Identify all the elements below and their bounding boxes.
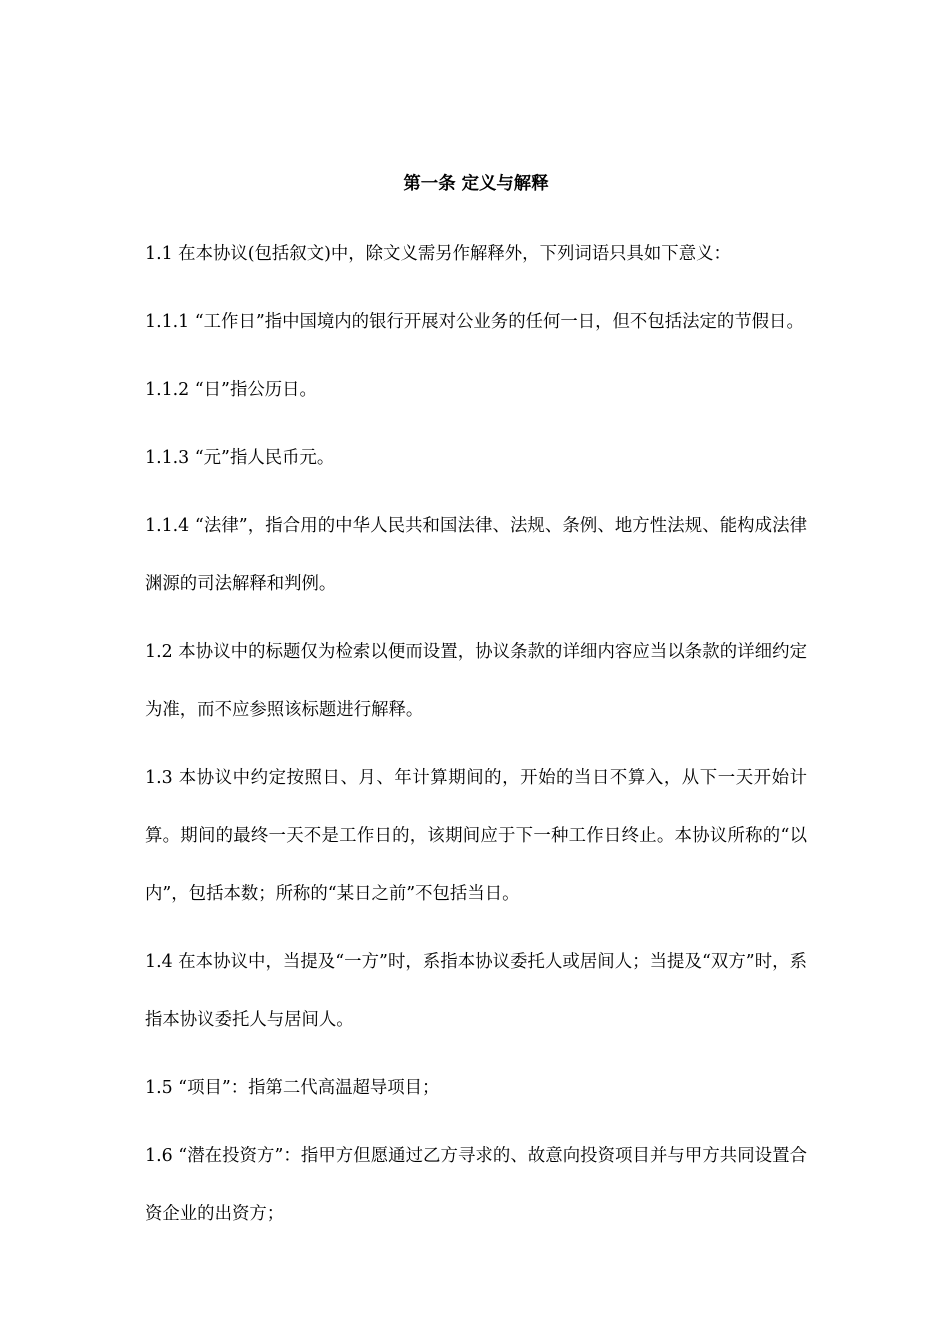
paragraph-1-1-1: 1.1.1 “工作日”指中国境内的银行开展对公业务的任何一日，但不包括法定的节假日。 <box>145 312 804 332</box>
paragraph-1-6: 1.6 “潜在投资方”：指甲方但愿通过乙方寻求的、故意向投资项目并与甲方共同设置合资企业的出资方； <box>145 1146 807 1224</box>
paragraph-1-4: 1.4 在本协议中，当提及“一方”时，系指本协议委托人或居间人；当提及“双方”时，系指本协议委托人与居间人。 <box>145 952 807 1030</box>
paragraph-1-2: 1.2 本协议中的标题仅为检索以便而设置，协议条款的详细内容应当以条款的详细约定为准，而不应参照该标题进行解释。 <box>145 642 807 720</box>
paragraph-1-3: 1.3 本协议中约定按照日、月、年计算期间的，开始的当日不算入，从下一天开始计算。期间的最终一天不是工作日的，该期间应于下一种工作日终止。本协议所称的“以内”，包括本数；所称的“某日之前”不包括当日。 <box>145 768 807 904</box>
paragraph-1-1: 1.1 在本协议(包括叙文)中，除文义需另作解释外，下列词语只具如下意义： <box>145 244 731 264</box>
paragraph-1-1-2: 1.1.2 “日”指公历日。 <box>145 380 317 400</box>
document-body <box>145 168 807 1265</box>
paragraph-1-5: 1.5 “项目”：指第二代高温超导项目； <box>145 1078 440 1098</box>
paragraph-1-1-4: 1.1.4 “法律”，指合用的中华人民共和国法律、法规、条例、地方性法规、能构成法律渊源的司法解释和判例。 <box>145 516 807 594</box>
section-title: 第一条 定义与解释 <box>403 174 549 194</box>
paragraph-1-1-3: 1.1.3 “元”指人民币元。 <box>145 448 335 468</box>
